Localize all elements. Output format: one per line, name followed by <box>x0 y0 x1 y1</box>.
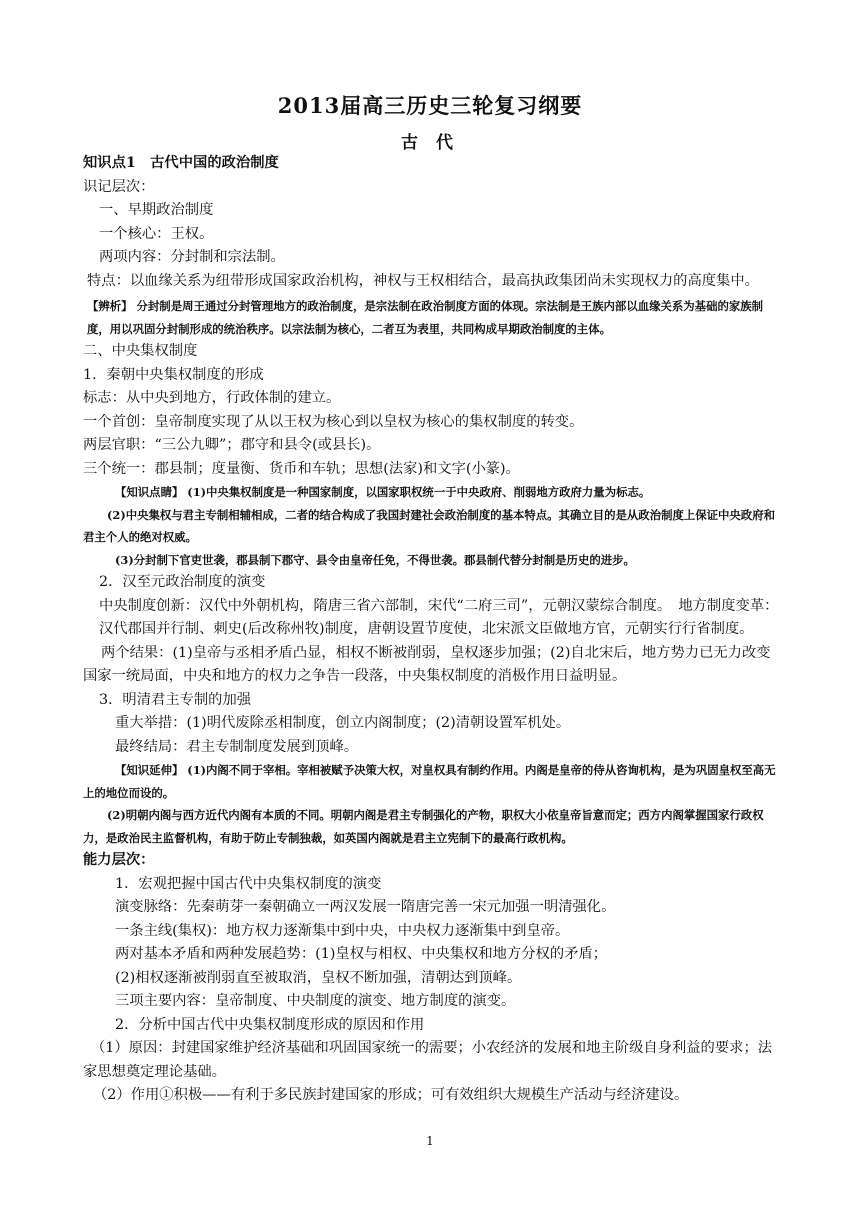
paragraph: 一个首创：皇帝制度实现了从以王权为核心到以皇权为核心的集权制度的转变。 <box>83 413 584 430</box>
subsection-heading: 2．汉至元政治制度的演变 <box>99 574 266 590</box>
section-heading: 能力层次： <box>83 852 155 868</box>
paragraph: （2）作用①积极——有利于多民族封建国家的形成；可有效组织大规模生产活动与经济建设。 <box>93 1087 689 1103</box>
note-bianxi: 【辨析】 分封制是周王通过分封管理地方的政治制度，是宗法制在政治制度方面的体现。宗法制是王族内部以血缘关系为基础的家族制度，用以巩固分封制形成的统治秩序。以宗法制为核心，二者互为表里，共同构成早期政治制度的主体。 <box>87 299 764 336</box>
paragraph: 两项内容：分封制和宗法制。 <box>99 249 285 265</box>
paragraph: 重大举措：(1)明代废除丞相制度，创立内阁制度；(2)清朝设置军机处。 <box>115 715 571 731</box>
note-paragraph: (2)中央集权与君主专制相辅相成，二者的结合构成了我国封建社会政治制度的基本特点。其确立目的是从政治制度上保证中央政府和君主个人的绝对权威。 <box>83 507 775 544</box>
page-number: 1 <box>426 1134 434 1148</box>
paragraph: 两对基本矛盾和两种发展趋势：(1)皇权与相权、中央集权和地方分权的矛盾； <box>115 946 608 962</box>
subsection-heading: 二、中央集权制度 <box>83 343 198 359</box>
paragraph: 特点：以血缘关系为纽带形成国家政治机构，神权与王权相结合，最高执政集团尚未实现权力的高度集中。 <box>87 272 759 289</box>
paragraph: 标志：从中央到地方，行政体制的建立。 <box>83 390 341 406</box>
subheading: 识记层次： <box>83 178 155 195</box>
paragraph: 一个核心：王权。 <box>99 225 214 242</box>
paragraph: 三项主要内容：皇帝制度、中央制度的演变、地方制度的演变。 <box>115 993 516 1009</box>
document-title: 2013届高三历史三轮复习纲要 <box>277 93 583 118</box>
paragraph: 中央制度创新：汉代中外朝机构，隋唐三省六部制，宋代“二府三司”，元朝汉蒙综合制度。 地方制度变革：汉代郡国并行制、刺史(后改称州牧)制度，唐朝设置节度使，北宋派文臣做地方官，元朝实行行省制度。 <box>99 597 779 637</box>
paragraph: 演变脉络：先秦萌芽一秦朝确立一两汉发展一隋唐完善一宋元加强一明清强化。 <box>115 899 616 915</box>
paragraph: 一条主线(集权)：地方权力逐渐集中到中央，中央权力逐渐集中到皇帝。 <box>115 922 570 939</box>
subsection-heading: 1．秦朝中央集权制度的形成 <box>83 366 264 383</box>
subsection-heading: 3．明清君主专制的加强 <box>99 691 252 708</box>
paragraph: 两个结果：(1)皇帝与丞相矛盾凸显，相权不断被削弱，皇权逐步加强；(2)自北宋后，地方势力已无力改变国家一统局面，中央和地方的权力之争告一段落，中央集权制度的消极作用日益明显。 <box>83 644 771 684</box>
document-body <box>83 152 783 1108</box>
paragraph: 三个统一：郡县制；度量衡、货币和车轨；思想(法家)和文字(小篆)。 <box>83 460 520 477</box>
note-paragraph: (3)分封制下官吏世袭，郡县制下郡守、县令由皇帝任免，不得世袭。郡县制代替分封制是历史的进步。 <box>115 552 635 567</box>
subsection-heading: 一、早期政治制度 <box>99 202 214 218</box>
paragraph: 两层官职：“三公九卿”；郡守和县令(或县长)。 <box>83 437 381 453</box>
subsection-heading: 2．分析中国古代中央集权制度形成的原因和作用 <box>115 1016 425 1033</box>
paragraph: 最终结局：君主专制制度发展到顶峰。 <box>115 738 359 755</box>
paragraph: （1）原因：封建国家维护经济基础和巩固国家统一的需要；小农经济的发展和地主阶级自身利益的要求；法家思想奠定理论基础。 <box>83 1040 773 1080</box>
paragraph: (2)相权逐渐被削弱直至被取消，皇权不断加强，清朝达到顶峰。 <box>115 969 522 986</box>
note-zhishidianjing: 【知识点睛】 (1)中央集权制度是一种国家制度，以国家职权统一于中央政府、削弱地方政府力量为标志。 <box>115 485 651 499</box>
document-subtitle: 古 代 <box>401 133 459 153</box>
section-heading: 知识点1 古代中国的政治制度 <box>83 155 279 171</box>
note-zhishiyanshen: 【知识延伸】 (1)内阁不同于宰相。宰相被赋予决策大权，对皇权具有制约作用。内阁是皇帝的侍从咨询机构，是为巩固皇权至高无上的地位而设的。 <box>83 763 776 800</box>
subsection-heading: 1．宏观把握中国古代中央集权制度的演变 <box>115 875 382 892</box>
note-paragraph: (2)明朝内阁与西方近代内阁有本质的不同。明朝内阁是君主专制强化的产物，职权大小依皇帝旨意而定；西方内阁掌握国家行政权力，是政治民主监督机构，有助于防止专制独裁，如英国内阁就是君主立宪制下的最高行政机构。 <box>83 808 764 845</box>
